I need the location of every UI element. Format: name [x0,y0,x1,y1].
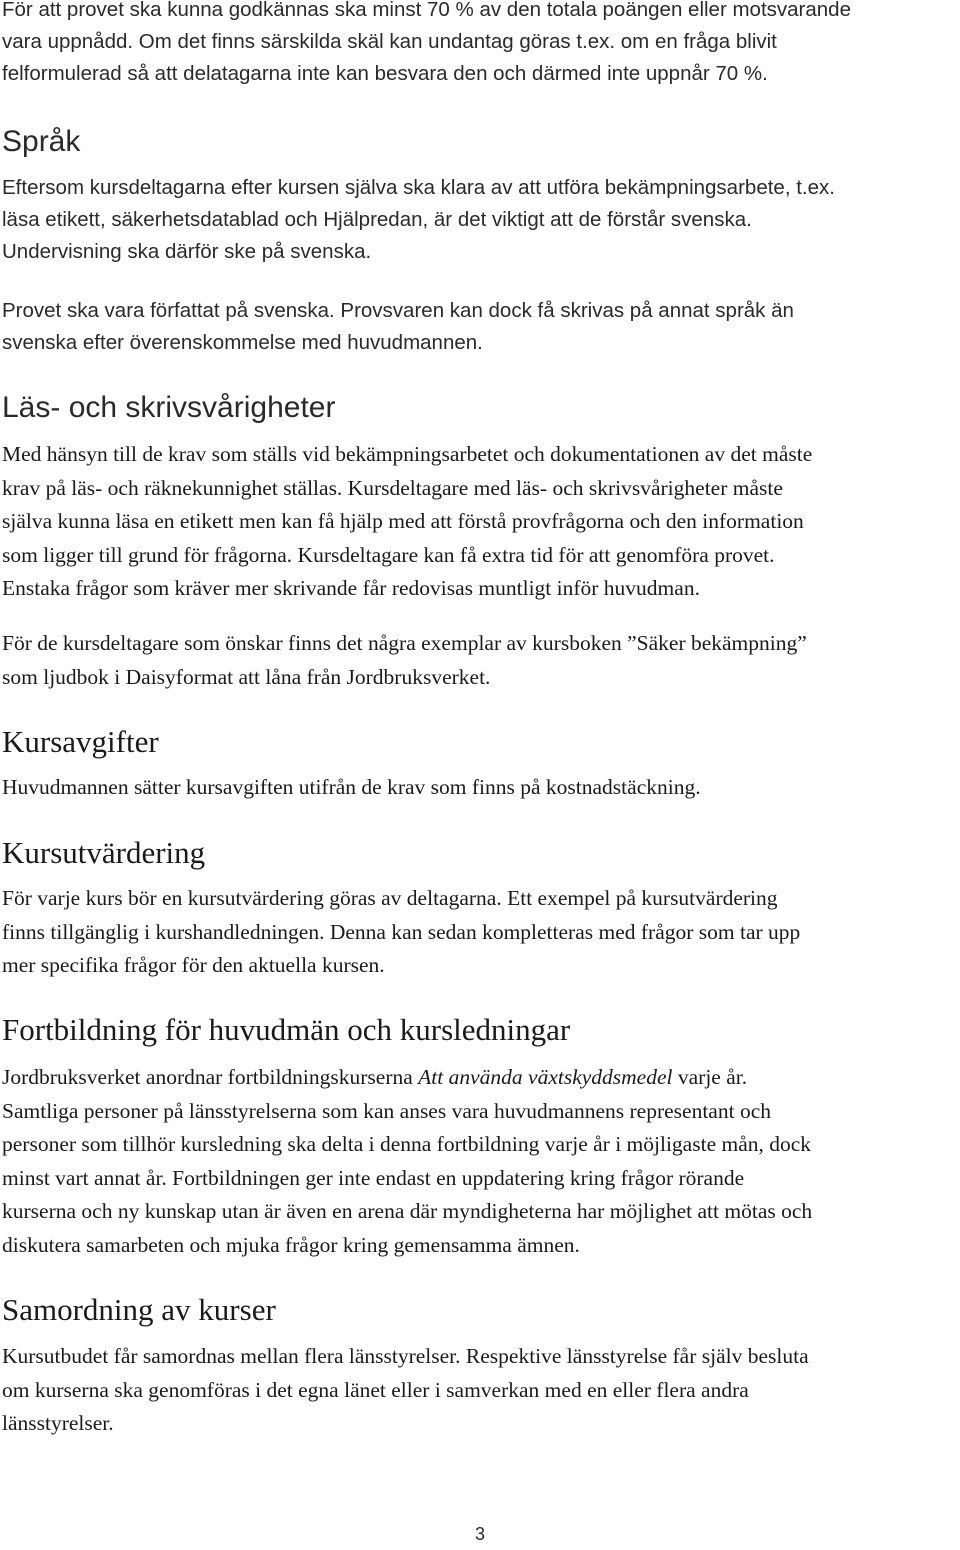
paragraph-line: krav på läs- och räknekunnighet ställas. Kursdeltagare med läs- och skrivsvårigheter måste [2,475,783,500]
heading-kursavgifter: Kursavgifter [2,724,159,759]
kursavgifter-paragraph [2,771,958,805]
paragraph-line: som ljudbok i Daisyformat att låna från Jordbruksverket. [2,664,491,689]
paragraph-line: personer som tillhör kursledning ska delta i denna fortbildning varje år i möjligaste mån, dock [2,1132,812,1156]
paragraph-line: Med hänsyn till de krav som ställs vid bekämpningsarbetet och dokumentationen av det måste [2,442,813,466]
paragraph-line: Enstaka frågor som kräver mer skrivande får redovisas muntligt inför huvudman. [2,576,700,600]
paragraph-line: För varje kurs bör en kursutvärdering göras av deltagarna. Ett exempel på kursutvärdering [2,886,778,910]
paragraph-line: mer specifika frågor för den aktuella kursen. [2,953,385,977]
paragraph-line: diskutera samarbeten och mjuka frågor kring gemensamma ämnen. [2,1232,580,1257]
paragraph-line: länsstyrelser. [2,1411,114,1435]
intro-line: felformulerad så att delatagarna inte kan besvara den och därmed inte uppnår 70 %. [2,62,768,85]
paragraph-line: Eftersom kursdeltagarna efter kursen själva ska klara av att utföra bekämpningsarbete, t.ex. [2,176,835,199]
fortbildning-line1-post: varje år. [672,1065,748,1089]
paragraph-line: Samtliga personer på länsstyrelserna som kan anses vara huvudmannens representant och [2,1098,771,1123]
intro-paragraph [2,0,958,90]
samordning-paragraph [2,1340,958,1441]
course-title: Att använda växtskyddsmedel [418,1065,673,1089]
las-paragraph-2 [2,627,958,694]
heading-kursutvardering: Kursutvärdering [2,835,206,870]
intro-line: För att provet ska kunna godkännas ska minst 70 % av den totala poängen eller motsvarande [2,0,851,21]
paragraph-line: som ligger till grund för frågorna. Kursdeltagare kan få extra tid för att genomföra provet. [2,542,775,567]
fortbildning-line1-pre: Jordbruksverket anordnar fortbildningskurserna [2,1065,419,1089]
paragraph-line [2,1061,958,1095]
sprak-paragraph-2 [2,295,958,359]
intro-line: vara uppnådd. Om det finns särskilda skäl kan undantag göras t.ex. om en fråga blivit [2,30,777,53]
paragraph-line: För de kursdeltagare som önskar finns det några exemplar av kursboken ”Säker bekämpning” [2,631,807,655]
paragraph-line: Provet ska vara författat på svenska. Provsvaren kan dock få skrivas på annat språk än [2,299,794,322]
paragraph-line: finns tillgänglig i kurshandledningen. Denna kan sedan kompletteras med frågor som tar upp [2,919,801,944]
paragraph-line: kurserna och ny kunskap utan är även en arena där myndigheterna har möjlighet att mötas och [2,1199,813,1223]
heading-las-och-skrivsvarigheter: Läs- och skrivsvårigheter [2,391,336,424]
paragraph-line: om kurserna ska genomföras i det egna länet eller i samverkan med en eller flera andra [2,1377,749,1402]
sprak-paragraph-1 [2,172,958,268]
paragraph-line: Huvudmannen sätter kursavgiften utifrån de krav som finns på kostnadstäckning. [2,775,701,799]
kursutvardering-paragraph [2,882,958,983]
heading-fortbildning: Fortbildning för huvudmän och kursledningar [2,1012,571,1047]
fortbildning-paragraph [2,1061,958,1262]
las-paragraph-1 [2,438,958,606]
paragraph-line: svenska efter överenskommelse med huvudmannen. [2,331,483,354]
paragraph-line: Undervisning ska därför ske på svenska. [2,240,372,263]
paragraph-line: Kursutbudet får samordnas mellan flera länsstyrelser. Respektive länsstyrelse får själv besluta [2,1344,809,1368]
paragraph-line: själva kunna läsa en etikett men kan få hjälp med att förstå provfrågorna och den information [2,509,804,533]
paragraph-line: läsa etikett, säkerhetsdatablad och Hjälpredan, är det viktigt att de förstår svenska. [2,208,752,231]
paragraph-line: minst vart annat år. Fortbildningen ger inte endast en uppdatering kring frågor rörande [2,1165,745,1190]
heading-sprak: Språk [2,125,81,158]
heading-samordning: Samordning av kurser [2,1292,276,1327]
page-number: 3 [474,1524,485,1544]
